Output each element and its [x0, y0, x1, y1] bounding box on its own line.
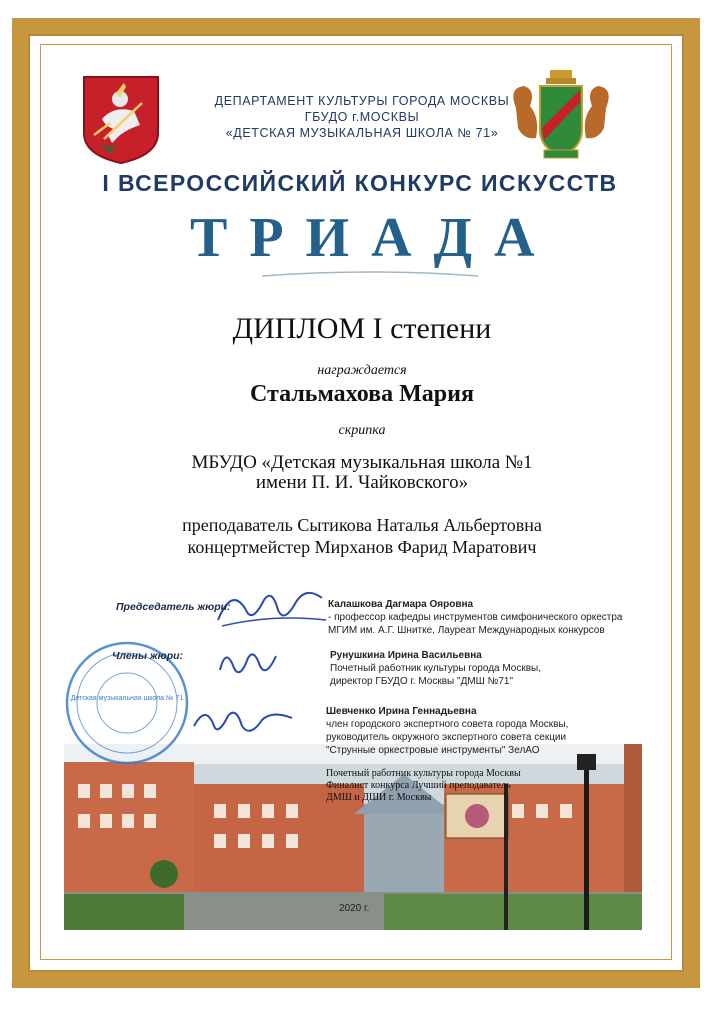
instrument-label: скрипка: [338, 423, 386, 438]
awarded-label: награждается: [317, 363, 407, 378]
jury-member2-extra-line1: Почетный работник культуры города Москвы: [326, 768, 521, 779]
jury-member1-line1: Почетный работник культуры города Москвы,: [330, 663, 542, 674]
organization-line-2: ГБУДО г.МОСКВЫ: [304, 110, 420, 124]
member2-signature: [188, 696, 298, 742]
organization-line-1: ДЕПАРТАМЕНТ КУЛЬТУРЫ ГОРОДА МОСКВЫ: [214, 94, 510, 108]
jury-member2-entry: [326, 705, 568, 757]
jury-chair-line1: - профессор кафедры инструментов симфонического оркестра: [328, 612, 623, 623]
school-line-2: имени П. И. Чайковского»: [255, 472, 469, 493]
teacher-line: преподаватель Сытикова Наталья Альбертовна: [182, 515, 542, 535]
jury-member2-line3: "Струнные оркестровые инструменты" ЗелАО: [326, 745, 540, 756]
jury-member2-extra-line2: Финалист конкурса Лучший преподаватель: [326, 780, 511, 791]
jury-member2-line2: руководитель окружного экспертного совета секции: [326, 732, 567, 743]
jury-member2-name: Шевченко Ирина Геннадьевна: [326, 706, 477, 717]
contest-brand-title: ТРИАДА: [190, 207, 557, 269]
member1-signature: [212, 640, 282, 690]
jury-chair-line2: МГИМ им. А.Г. Шнитке, Лауреат Международных конкурсов: [328, 625, 605, 636]
jury-member2-line1: член городского экспертного совета города Москвы,: [326, 719, 569, 730]
jury-chair-entry: [328, 598, 622, 637]
jury-member1-name: Рунушкина Ирина Васильевна: [330, 650, 482, 661]
accompanist-line: концертмейстер Мирханов Фарид Маратович: [187, 537, 537, 557]
jury-member2-extra: [326, 768, 521, 804]
jury-members-label: Члены жюри:: [112, 650, 184, 662]
jury-chair-label: Председатель жюри:: [116, 601, 231, 613]
contest-title: I ВСЕРОССИЙСКИЙ КОНКУРС ИСКУССТВ: [102, 170, 618, 196]
jury-chair-name: Калашкова Дагмара Ояровна: [328, 599, 474, 610]
diploma-title: ДИПЛОМ I степени: [232, 312, 492, 345]
stamp-text: Детская музыкальная школа № 71: [70, 695, 184, 702]
recipient-name: Стальмахова Мария: [250, 381, 474, 407]
brand-underline-swoosh: [260, 268, 480, 280]
jury-member1-line2: директор ГБУДО г. Москвы "ДМШ №71": [330, 676, 514, 687]
jury-member1-entry: [330, 649, 541, 688]
organization-line-3: «ДЕТСКАЯ МУЗЫКАЛЬНАЯ ШКОЛА № 71»: [225, 126, 499, 140]
jury-member2-extra-line3: ДМШ и ДШИ г. Москвы: [326, 792, 432, 803]
year-label: 2020 г.: [339, 903, 370, 914]
school-line-1: МБУДО «Детская музыкальная школа №1: [191, 452, 533, 473]
